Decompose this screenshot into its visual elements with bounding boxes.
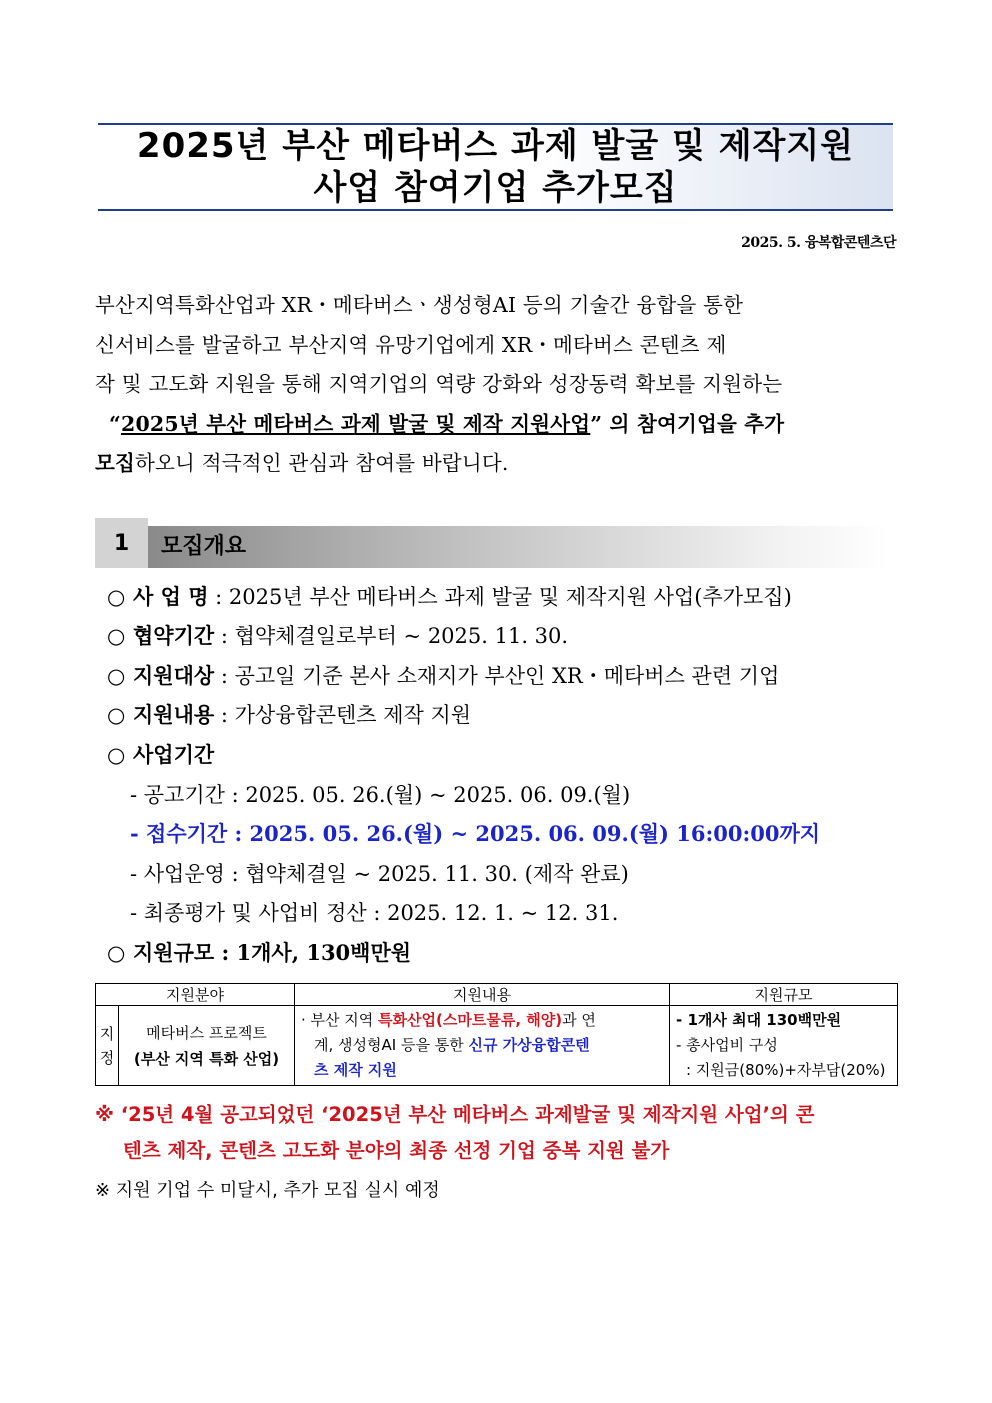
bullet-support-content [107,700,471,730]
section-header [95,518,890,568]
title-box [98,123,893,211]
support-table [95,983,898,1086]
intro-line-5-rest: 하오니 적극적인 관심과 참여를 바랍니다. [135,451,509,475]
bullet-label: 지원내용 [133,702,215,727]
header-scale: 지원규모 [670,984,898,1006]
row-label-2: 정 [99,1048,115,1067]
section-title-background [148,526,890,568]
program-name: 2025년 부산 메타버스 과제 발굴 및 제작 지원사업 [121,411,591,436]
quote-open: “ [109,411,121,436]
scale-line-3: : 지원금(80%)+자부담(20%) [686,1061,886,1079]
content-highlight-red: 특화산업(스마트물류, 해양) [378,1011,563,1029]
scale-cell [670,1006,898,1086]
warning-note [95,1097,895,1169]
circle-bullet-icon: ○ [107,664,126,688]
content-text: 과 연 [562,1011,596,1029]
circle-bullet-icon: ○ [107,585,126,609]
bullet-support-scale [107,938,411,968]
content-highlight-blue: 츠 제작 지원 [314,1061,397,1079]
bullet-label: 협약기간 [133,623,215,648]
intro-line-5 [95,444,887,484]
warning-note-line-2: 텐츠 제작, 콘텐츠 고도화 분야의 최종 선정 기업 중복 지원 불가 [123,1139,670,1162]
title-line-1: 2025년 부산 메타버스 과제 발굴 및 제작지원 [136,126,855,166]
content-line-2 [301,1033,663,1058]
title-line-2: 사업 참여기업 추가모집 [313,168,678,208]
bullet-eligibility [107,661,779,691]
content-cell [295,1006,670,1086]
intro-paragraph [95,286,887,484]
bullet-label: 지원대상 [133,663,215,688]
sub-final-evaluation: - 최종평가 및 사업비 정산 : 2025. 12. 1. ~ 12. 31. [130,901,619,925]
bullet-program-name [107,582,792,612]
scale-line-2: - 총사업비 구성 [676,1036,778,1054]
intro-line-1: 부산지역특화산업과 XR・메타버스ㆍ생성형AI 등의 기술간 융합을 통한 [95,293,744,317]
bullet-label: 사업기간 [133,742,215,767]
section-title: 모집개요 [161,534,247,559]
dateline: 2025. 5. 융복합콘텐츠단 [741,235,896,251]
content-line-1 [301,1008,663,1033]
bullet-value: : 가상융합콘텐츠 제작 지원 [214,703,472,727]
table-row [96,1006,898,1086]
field-line-2: (부산 지역 특화 산업) [133,1049,280,1068]
bullet-agreement-period [107,621,568,651]
sub-operation-period: - 사업운영 : 협약체결일 ~ 2025. 11. 30. (제작 완료) [130,862,629,886]
content-line-3 [301,1058,663,1083]
bullet-value: : 1개사, 130백만원 [214,940,412,965]
circle-bullet-icon: ○ [107,703,126,727]
bullet-value: : 협약체결일로부터 ~ 2025. 11. 30. [214,624,569,648]
scale-line-1: - 1개사 최대 130백만원 [676,1011,842,1029]
bullet-label: 사 업 명 [133,584,209,609]
content-text: · 부산 지역 [301,1011,379,1029]
field-line-1: 메타버스 프로젝트 [146,1023,267,1042]
intro-line-4-rest: ” 의 참여기업을 추가 [590,411,785,436]
bullet-value: : 공고일 기준 본사 소재지가 부산인 XR・메타버스 관련 기업 [214,664,780,688]
sub-application-period: - 접수기간 : 2025. 05. 26.(월) ~ 2025. 06. 09.(월) 16:00:00까지 [130,821,821,846]
content-text: 계, 생성형AI 등을 통한 [314,1036,469,1054]
intro-line-5-bold: 모집 [95,451,136,475]
sub-announcement-period: - 공고기간 : 2025. 05. 26.(월) ~ 2025. 06. 09.(월) [130,783,631,807]
warning-note-line-1: ※ ‘25년 4월 공고되었던 ‘2025년 부산 메타버스 과제발굴 및 제작지원 사업’의 콘 [95,1103,815,1126]
row-label [96,1006,119,1086]
bullet-label: 지원규모 [133,940,215,965]
circle-bullet-icon: ○ [107,941,126,965]
bullet-program-period [107,740,214,770]
additional-note: ※ 지원 기업 수 미달시, 추가 모집 실시 예정 [95,1180,440,1201]
intro-line-2: 신서비스를 발굴하고 부산지역 유망기업에게 XR・메타버스 콘텐츠 제 [95,332,727,357]
header-content: 지원내용 [295,984,670,1006]
row-label-1: 지 [99,1024,115,1043]
content-highlight-blue: 신규 가상융합콘텐 [468,1036,590,1054]
header-field: 지원분야 [96,984,295,1006]
section-number: 1 [95,518,148,568]
bullet-value: : 2025년 부산 메타버스 과제 발굴 및 제작지원 사업(추가모집) [208,585,792,609]
table-header-row [96,984,898,1006]
circle-bullet-icon: ○ [107,624,126,648]
field-cell [119,1006,295,1086]
intro-line-3: 작 및 고도화 지원을 통해 지역기업의 역량 강화와 성장동력 확보를 지원하는 [95,372,783,396]
intro-line-4 [95,405,887,445]
circle-bullet-icon: ○ [107,743,126,767]
